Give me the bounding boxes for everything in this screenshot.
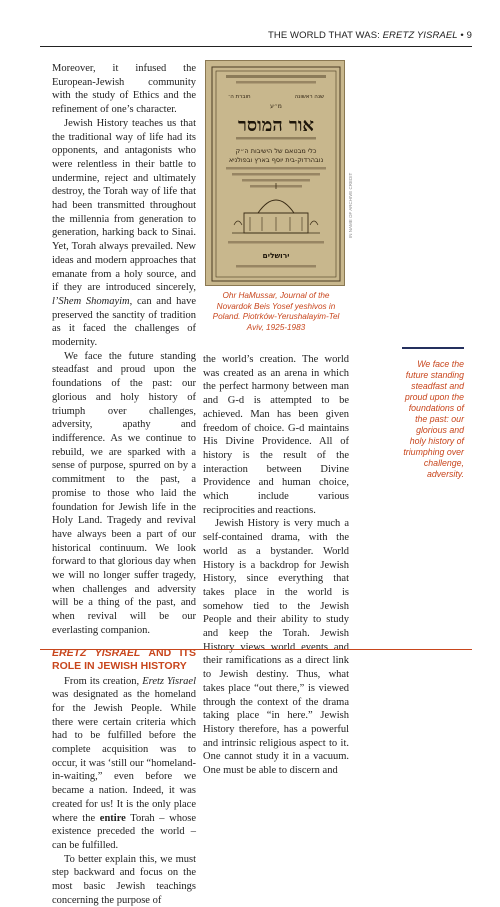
header-section: THE WORLD THAT WAS: xyxy=(268,30,383,41)
cover-line-top-right: שנה ראשונה xyxy=(294,94,324,100)
middle-column xyxy=(203,353,349,778)
paragraph-bold: entire xyxy=(99,812,126,824)
cover-line-top-left: חוברת ה׳ xyxy=(228,94,251,100)
page-number: 9 xyxy=(466,30,472,41)
cover-subtitle-2: נובהרדוק-בית יוסף בארץ ובפולניא xyxy=(228,156,324,164)
paragraph: the world’s creation. The world was created as an arena in which the perfect harmony between man and G-d is attempted to be achieved. Man has been given freedom of choice. G-d maintains His Divine Providence. All of history is the result of the interaction between Divine Providence and human choice, which include various reciprocities and reactions. xyxy=(203,354,349,516)
left-column xyxy=(52,62,196,907)
paragraph: To better explain this, we must step backward and focus on the most basic Jewish teachings concerning the purpose of xyxy=(52,853,196,906)
paragraph-text: Torah – whose existence preceded the world – can be fulfilled. xyxy=(52,812,196,851)
bottom-rule xyxy=(40,649,472,650)
journal-cover-image xyxy=(205,60,345,286)
paragraph: We face the future standing steadfast and proud upon the foundations of the past: our glorious and holy history of triumph over challenges, adversity, apathy and indifference. As we continue to rebuild, we are sparked with a sense of purpose, spurred on by a commitment to the past, a promise to those who laid the foundation for Jewish life in the Holy Land. Tragedy and revival have always been a part of our historical continuum. We look forward to that glorious day when we will no longer suffer tragedy, when challenges and adversity will be a thing of the past, and when revival will be our everlasting companion. xyxy=(52,350,196,636)
paragraph: Jewish History is very much a self-contained drama, with the world as a bystander. World History is a backdrop for Jewish History, since everything that takes place in the world is somehow tied to the Jewish People and their ability to study and keep the Torah. Jewish History views world events and their ramifications as a direct link to Jewish destiny. Thus, what takes place “out there,” is viewed through the context of the drama taking place “in here.” Jewish History therefore, has a powerful and intrinsic religious aspect to it. One cannot study it in a vacuum. One must be able to discern and xyxy=(203,518,349,777)
header-bullet: • xyxy=(460,30,464,41)
paragraph xyxy=(52,675,196,853)
image-credit: IN NAME OF ARCHIVE CREDIT xyxy=(348,172,353,238)
pull-quote: We face the future standing steadfast and proud upon the foundations of the past: our glorious and holy history of triumphing over challenge, adversity. xyxy=(402,347,464,480)
cover-place: ירושלים xyxy=(262,251,290,260)
section-heading xyxy=(52,647,196,673)
paragraph-text: , can and have preserved the sanctity of tradition as it faced the challenges of modernity. xyxy=(52,295,196,349)
paragraph-emphasis: Eretz Yisrael xyxy=(142,675,196,687)
running-header xyxy=(40,28,472,47)
paragraph: Moreover, it infused the European-Jewish community with the study of Ethics and the refinement of one’s character. xyxy=(52,63,196,116)
dome-illustration xyxy=(232,183,320,233)
paragraph-text: was designated as the homeland for the Jewish People. While there were certain criteria which had to be fulfilled before the complete acquisition was to occur, it was ‘still our “homeland-in-waiting,” even before we became a nation. Indeed, it was created for us! It is the only place where the xyxy=(52,689,196,824)
cover-title: אור המוסר xyxy=(238,115,314,136)
cover-subtitle: כלי מבטאם של הישיבות ה״ק xyxy=(235,147,317,155)
paragraph-text: From its creation, xyxy=(64,675,143,687)
figure-caption: Ohr HaMussar, Journal of the Novardok Beis Yosef yeshivos in Poland. Piotrków-Yerushalayim-Tel Aviv, 1925-1983 xyxy=(212,291,340,332)
cover-line-mid: מ״ע xyxy=(270,103,282,110)
heading-text: AND ITS ROLE IN JEWISH HISTORY xyxy=(52,646,197,672)
paragraph-emphasis: l’Shem Shomayim xyxy=(52,295,130,307)
cover-art xyxy=(206,61,345,286)
heading-emphasis: ERETZ YISRAEL xyxy=(52,646,141,659)
header-title: ERETZ YISRAEL xyxy=(382,30,458,41)
paragraph-text: Jewish History teaches us that the traditional way of life had its opponents, and antagonists who were relentless in their battle to undermine, reject and ultimately destroy, the Torah way of life that had been transmitted throughout the millennia from generation to generation, harking back to Sinai. Yet, Torah always prevailed. New ideas and modern approaches that emanate from a holy source, and if they are introduced sincerely, xyxy=(52,117,196,294)
header-text xyxy=(268,30,472,41)
paragraph xyxy=(52,117,196,350)
